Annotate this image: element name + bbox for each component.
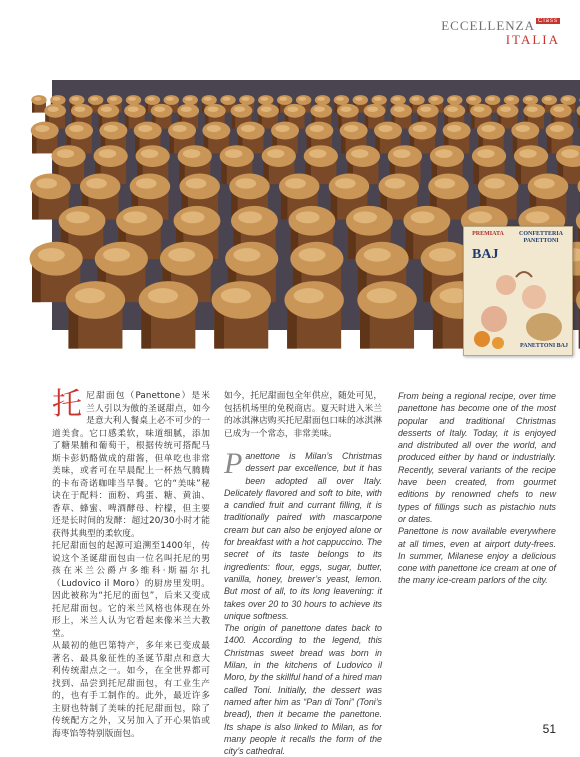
english-paragraph-4: Panettone is now available everywhere at all times, even at airport duty-frees. In summer, Milanese enjoy a delicious cone with panettone ice cream at one of the many ice-cream parlors of the city.: [398, 525, 556, 586]
poster-left-text: PREMIATA: [468, 231, 508, 238]
english-dropcap: P: [224, 450, 242, 478]
masthead-badge: Class: [536, 18, 560, 24]
english-paragraph-3: From being a regional recipe, over time panettone has become one of the most popular and traditional Christmas desserts of Italy. Today, it is enjoyed and distributed all over the world, and produced either by hand or industrially. Recently, several variants of the recipe have been created, from gourmet editions by renowned chefs to new types of fillings such as pistachio nuts or dates.: [398, 390, 556, 525]
poster-right-title: CONFETTERIA: [513, 231, 569, 238]
chinese-column-2: [224, 390, 382, 647]
chinese-paragraph-2: 托尼甜面包的起源可追溯至1400年，传说这个圣诞甜面包由一位名叫托尼的男孩在米兰公爵卢多维科·斯福尔扎（Ludovico il Moro）的厨房里发明。因此被称为“托尼的面包”，后来又变成托尼甜面包。它的米兰风格也体现在外形上，米兰人认为它看起来像米兰大教堂。: [52, 540, 210, 640]
masthead-eccellenza: ECCELLENZA Class: [441, 18, 560, 34]
chinese-column-1: [52, 390, 210, 715]
poster-right-sub: PANETTONI: [513, 238, 569, 245]
english-paragraph-2: The origin of panettone dates back to 1400. According to the legend, this Christmas sweet bread was born in Milan, in the kitchens of Ludovico il Moro, by the skillful hand of a hired man called Toni. Initially, the dessert was named after him as “Pan di Toni” (Toni’s bread), then it became the panettone. Its shape is also linked to Milan, as for many people it recalls the form of the city’s cathedral.: [224, 622, 382, 647]
page-number: 51: [543, 722, 556, 736]
chinese-paragraph-1: 尼甜面包（Panettone）是米兰人引以为傲的圣诞甜点，如今是意大利人餐桌上必不可少的一道美食。它口感柔软，味道细腻，添加了糖果脯和葡萄干，根据传统可搭配马斯卡彭奶酪做成的甜酱，但单吃也非常美味，或者可在早晨配上一杯热气腾腾的卡布奇诺咖啡当早餐。它的“美味”秘诀在于配料：面粉、鸡蛋、糖、黄油、香草、蜂蜜、啤酒酵母、柠檬，但主要还是长时间的发酵：超过20/30小时才能获得其典型的柔软度。: [52, 390, 210, 540]
poster-cherubs-illustration: [464, 227, 572, 355]
english-column-2: [398, 390, 556, 587]
vintage-poster: [463, 226, 573, 356]
english-paragraph-1: anettone is Milan’s Christmas dessert par excellence, but it has been adopted all over Italy. Delicately flavored and soft to bite, with a candied fruit and currant filling, it is traditionally paired with mascarpone cream but can also be enjoyed alone or for breakfast with a hot cappuccino. The secret of its taste belongs to its ingredients: flour, eggs, sugar, butter, vanilla, honey, brewer’s yeast, lemon. But most of all, to its long leavening: it takes over 20 to 30 hours to achieve its unique softness.: [224, 450, 382, 622]
masthead: [441, 18, 560, 48]
chinese-paragraph-3: 从最初的他巴第特产，多年来已变成最著名、最具象征性的圣诞节甜点和意大利传统甜点之一。如今，在全世界都可找到、品尝到托尼甜面包，有工业生产的，也有手工制作的。此外，最近许多主厨也特制了美味的托尼甜面包，除了传统配方之外，又另加入了开心果馅或海枣馅等特别版面包。: [52, 640, 210, 715]
poster-bottom-text: PANETTONI BAJ: [520, 343, 568, 349]
chinese-dropcap: 托: [52, 390, 82, 420]
english-column-1: [224, 450, 382, 647]
masthead-italia: ITALIA: [441, 32, 560, 48]
chinese-paragraph-4: 如今，托尼甜面包全年供应，随处可见，包括机场里的免税商店。夏天时进入米兰的冰淇淋店购买托尼甜面包口味的冰淇淋已成为一个常态，非常美味。: [224, 390, 382, 440]
poster-brand: BAJ: [472, 247, 498, 263]
